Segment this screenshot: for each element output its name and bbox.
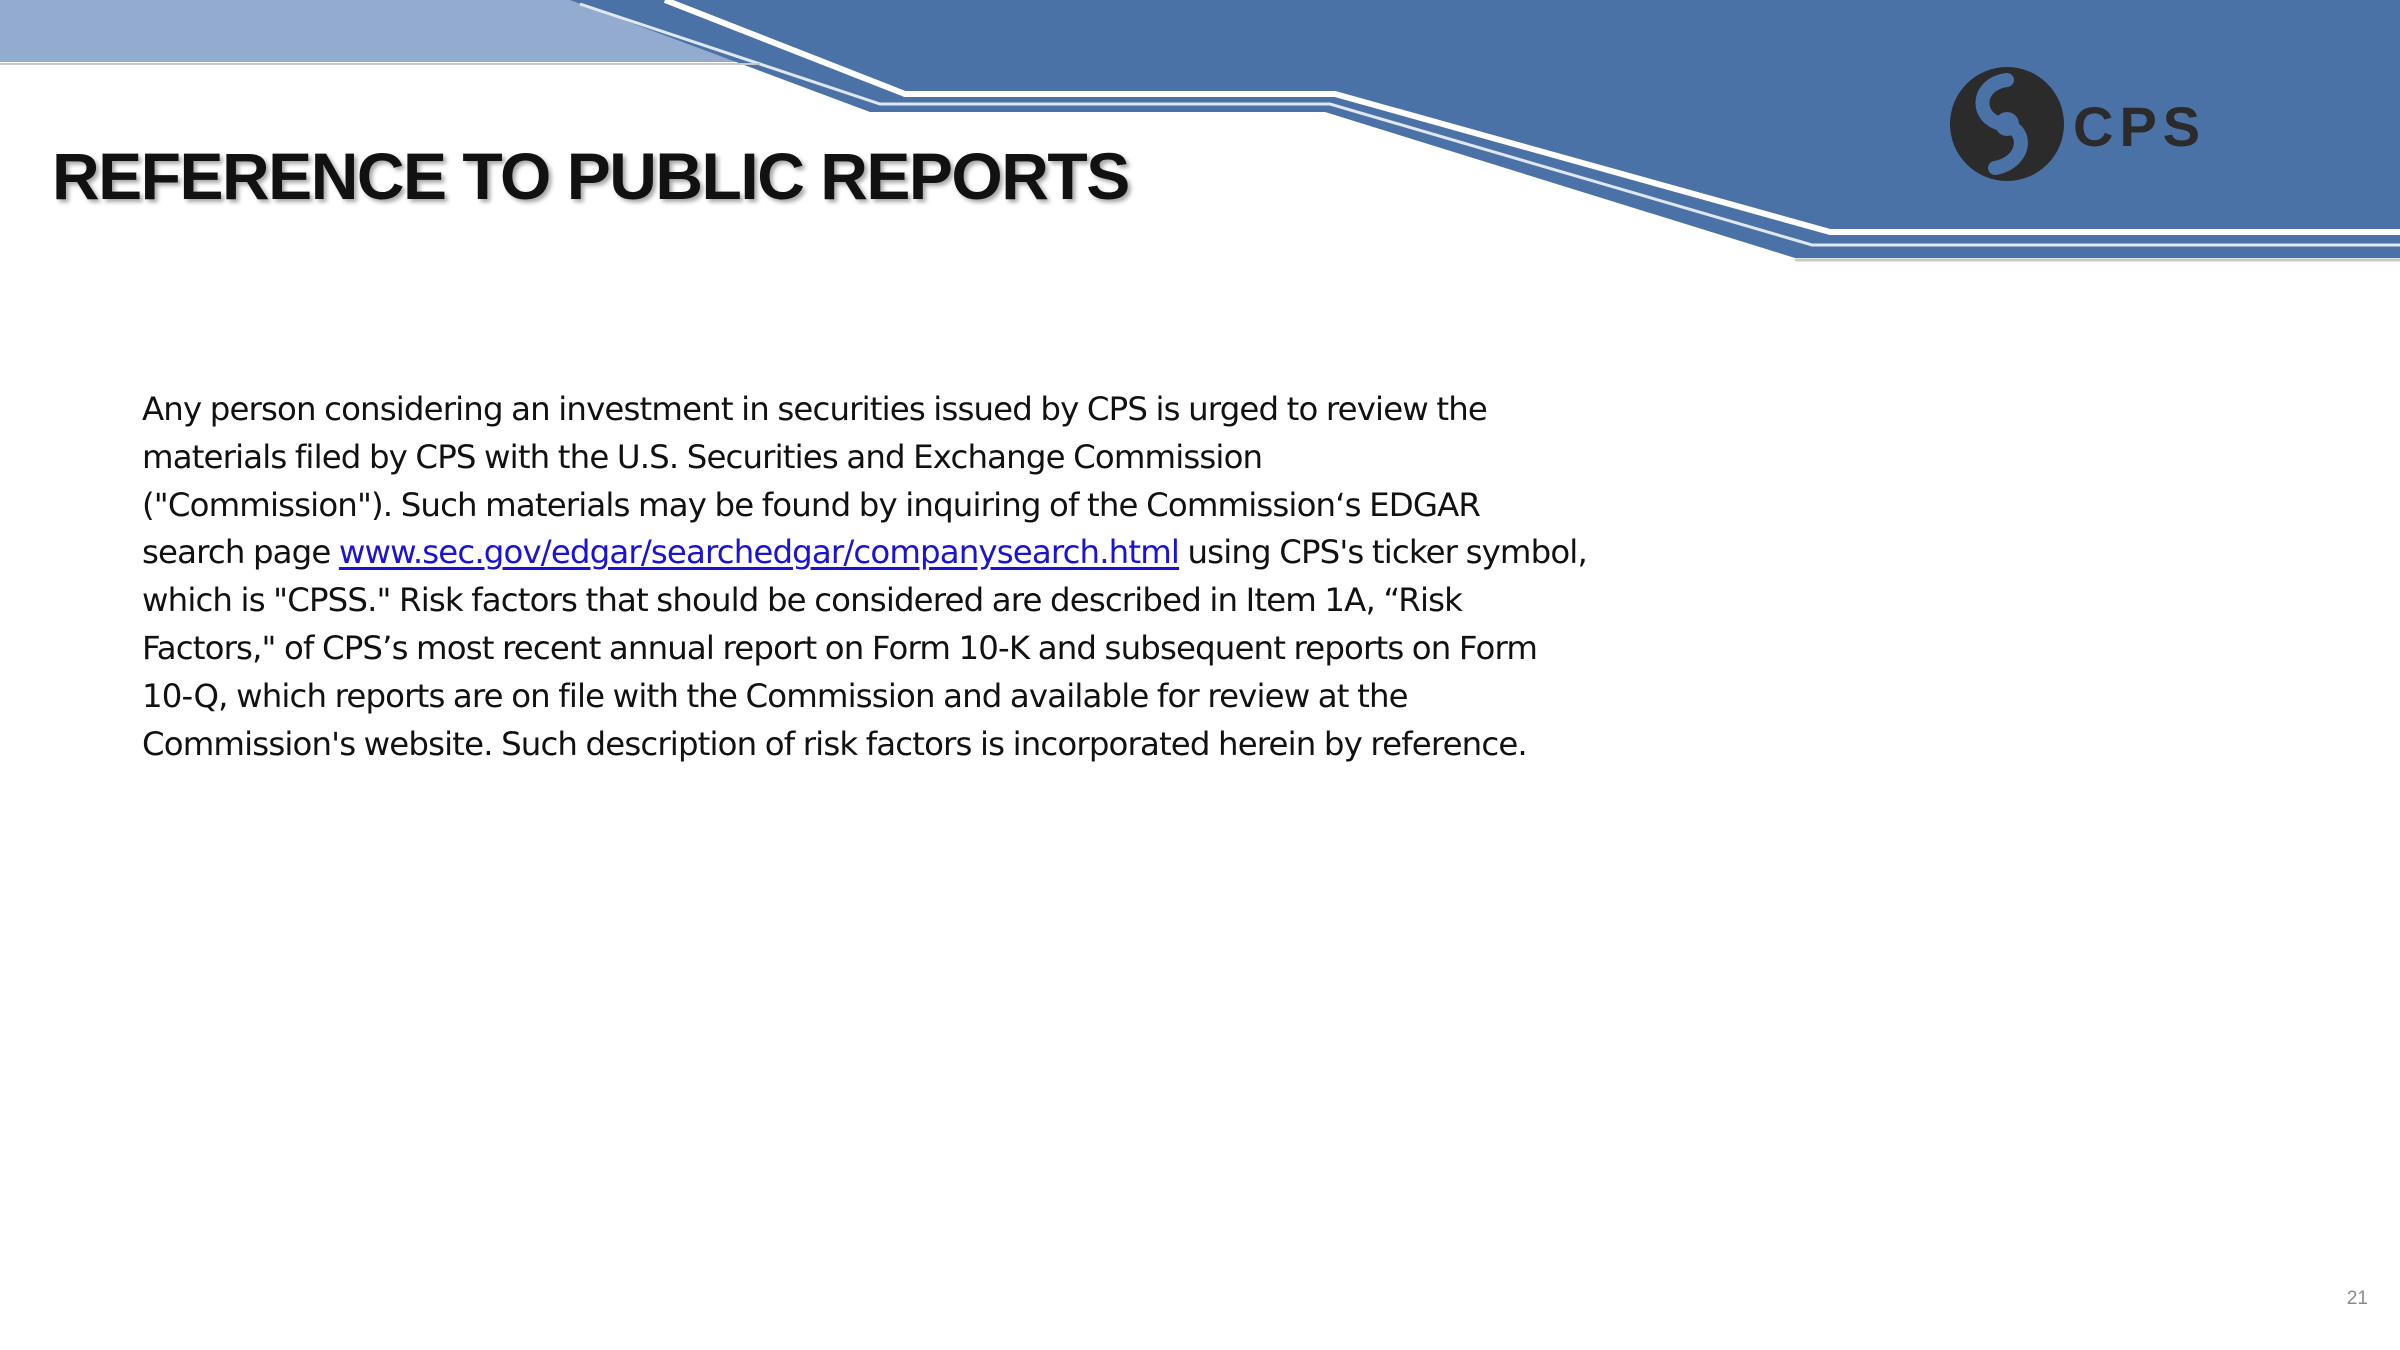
cps-logo	[1945, 62, 2225, 187]
body-paragraph	[142, 386, 1822, 768]
body-line-prefix: search page	[142, 533, 339, 572]
cps-swirl-logo-icon	[1950, 67, 2064, 181]
body-line-suffix: using CPS's ticker symbol,	[1179, 533, 1587, 572]
body-line: materials filed by CPS with the U.S. Securities and Exchange Commission	[142, 437, 1263, 476]
page-title: REFERENCE TO PUBLIC REPORTS	[52, 139, 1129, 213]
body-line: Any person considering an investment in securities issued by CPS is urged to review the	[142, 390, 1487, 428]
body-line-with-link	[142, 529, 1822, 577]
body-line: which is "CPSS." Risk factors that should be considered are described in Item 1A, “Risk	[142, 581, 1463, 620]
logo-text: CPS	[2073, 95, 2207, 158]
edgar-search-link[interactable]: www.sec.gov/edgar/searchedgar/companysearch.html	[338, 533, 1180, 572]
body-line: Factors," of CPS’s most recent annual report on Form 10-K and subsequent reports on Form	[142, 628, 1538, 667]
body-line: 10-Q, which reports are on file with the Commission and available for review at the	[142, 676, 1408, 715]
body-line: Commission's website. Such description of risk factors is incorporated herein by reference.	[142, 724, 1527, 763]
page-number: 21	[2346, 1288, 2368, 1309]
body-line: ("Commission"). Such materials may be found by inquiring of the Commission‘s EDGAR	[142, 485, 1481, 524]
